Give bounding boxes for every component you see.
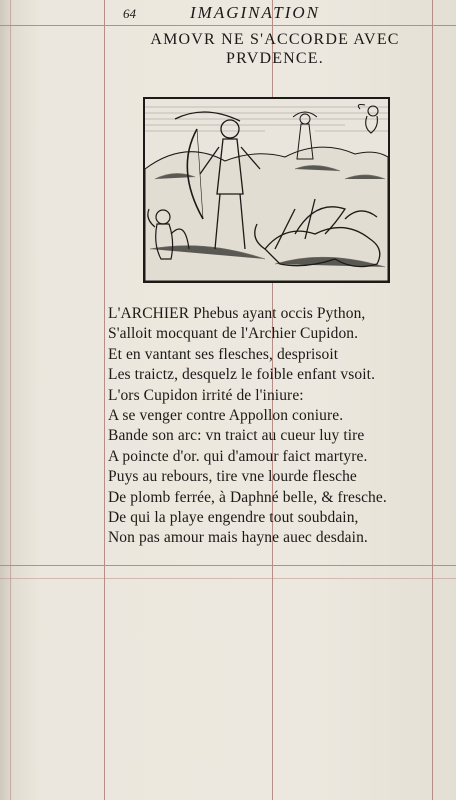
poem-line: Puys au rebours, tire vne lourde flesche [108, 468, 357, 486]
poem-line: A se venger contre Appollon coniure. [108, 407, 344, 425]
ruled-line [104, 0, 105, 800]
page-number: 64 [123, 6, 136, 21]
ruled-line [0, 25, 456, 26]
poem-text [108, 304, 438, 549]
poem-line: Non pas amour mais hayne auec desdain. [108, 529, 368, 547]
ruled-line [0, 565, 456, 566]
poem-line: Et en vantant ses flesches, desprisoit [108, 345, 339, 363]
running-head: IMAGINATION [190, 3, 320, 22]
poem-line: Les traictz, desquelz le foible enfant vsoit. [108, 366, 376, 384]
poem-line: De plomb ferrée, à Daphné belle, & fresche. [108, 488, 387, 506]
poem-line: L'ors Cupidon irrité de l'iniure: [108, 386, 304, 404]
poem-line: L'ARCHIER Phebus ayant occis Python, [108, 305, 366, 322]
woodcut-drawing [145, 99, 388, 281]
poem-line: S'alloit mocquant de l'Archier Cupidon. [108, 325, 359, 343]
ruled-line [0, 578, 456, 579]
motto-heading: AMOVR NE S'ACCORDE AVEC PRVDENCE. [150, 31, 400, 67]
poem-line: De qui la playe engendre tout soubdain, [108, 509, 359, 527]
ruled-line [10, 0, 11, 800]
poem-line: A poincte d'or. qui d'amour faict martyre. [108, 447, 368, 465]
woodcut-illustration [143, 97, 390, 283]
poem-line: Bande son arc: vn traict au cueur luy tire [108, 427, 365, 445]
